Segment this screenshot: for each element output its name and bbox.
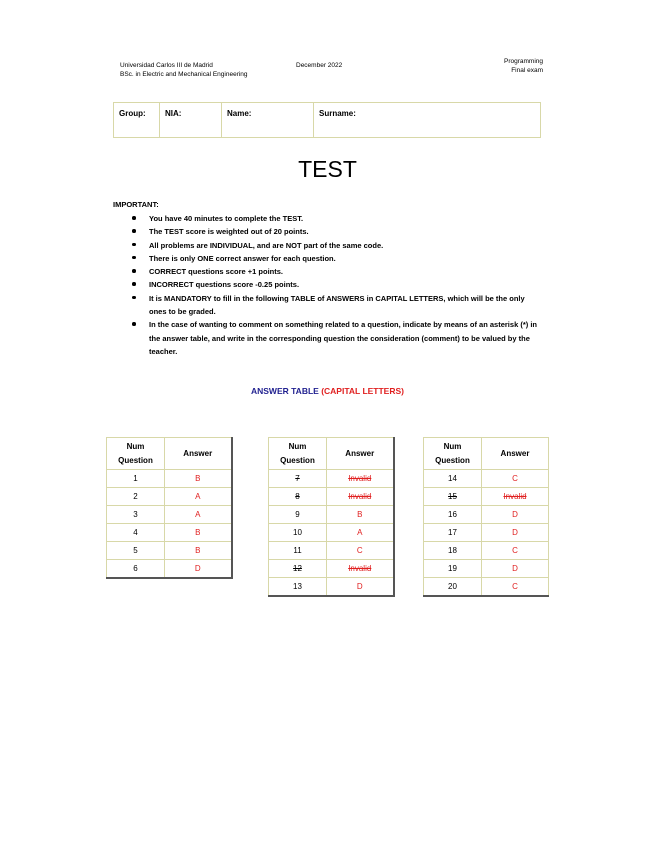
table-row — [424, 542, 549, 560]
table-row — [107, 470, 232, 488]
degree-name: BSc. in Electric and Mechanical Engineering — [120, 71, 248, 78]
table-row — [107, 506, 232, 524]
rule-item: CORRECT questions score +1 points. — [130, 265, 540, 278]
question-number: 9 — [269, 506, 327, 524]
answer-cell[interactable]: A — [165, 488, 232, 506]
student-id-box — [113, 102, 541, 138]
page-title: TEST — [298, 156, 357, 182]
answer-cell[interactable]: Invalid — [327, 488, 394, 506]
col-num-question: Num Question — [269, 438, 327, 470]
answer-table-title — [0, 386, 655, 396]
col-answer: Answer — [482, 438, 549, 470]
answer-cell[interactable]: A — [327, 524, 394, 542]
question-number: 5 — [107, 542, 165, 560]
answer-table-2 — [268, 437, 395, 597]
university-name: Universidad Carlos III de Madrid — [120, 62, 213, 69]
question-number: 3 — [107, 506, 165, 524]
question-number: 1 — [107, 470, 165, 488]
header-university-block — [120, 61, 248, 79]
rule-item: The TEST score is weighted out of 20 points. — [130, 225, 540, 238]
answer-cell[interactable]: B — [165, 524, 232, 542]
question-number: 19 — [424, 560, 482, 578]
answer-cell[interactable]: B — [165, 470, 232, 488]
question-number: 12 — [269, 560, 327, 578]
question-number: 20 — [424, 578, 482, 596]
table-row — [269, 560, 394, 578]
answer-cell[interactable]: A — [165, 506, 232, 524]
answer-table-3 — [423, 437, 549, 597]
table-row — [424, 470, 549, 488]
table-row — [424, 578, 549, 596]
rules-list — [130, 212, 540, 358]
table-row — [424, 560, 549, 578]
question-number: 6 — [107, 560, 165, 578]
header-course-block — [504, 57, 543, 75]
rule-item: All problems are INDIVIDUAL, and are NOT part of the same code. — [130, 239, 540, 252]
table-row — [424, 506, 549, 524]
answer-cell[interactable]: D — [482, 506, 549, 524]
answer-cell[interactable]: D — [482, 524, 549, 542]
rule-item: In the case of wanting to comment on something related to a question, indicate by means of an asterisk (*) in the answer table, and write in the corresponding question the consideration (comment) to be valued by the teacher. — [130, 318, 540, 358]
col-num-question: Num Question — [424, 438, 482, 470]
answer-table-title-sub: (CAPITAL LETTERS) — [321, 386, 404, 396]
surname-field[interactable]: Surname: — [319, 109, 356, 118]
answer-cell[interactable]: C — [327, 542, 394, 560]
answer-cell[interactable]: D — [482, 560, 549, 578]
question-number: 14 — [424, 470, 482, 488]
table-row — [107, 560, 232, 578]
answer-table-1 — [106, 437, 233, 579]
answer-cell[interactable]: B — [327, 506, 394, 524]
question-number: 13 — [269, 578, 327, 596]
answer-cell[interactable]: Invalid — [327, 470, 394, 488]
table-row — [107, 524, 232, 542]
table-row — [269, 488, 394, 506]
answer-cell[interactable]: D — [165, 560, 232, 578]
name-field[interactable]: Name: — [222, 103, 314, 137]
answer-table-title-main: ANSWER TABLE — [250, 386, 319, 396]
important-heading: IMPORTANT: — [113, 200, 159, 209]
question-number: 8 — [269, 488, 327, 506]
table-row — [269, 470, 394, 488]
question-number: 2 — [107, 488, 165, 506]
nia-field[interactable]: NIA: — [160, 103, 222, 137]
group-field[interactable]: Group: — [114, 103, 160, 137]
answer-cell[interactable]: B — [165, 542, 232, 560]
table-row — [269, 506, 394, 524]
table-row — [107, 542, 232, 560]
exam-date: December 2022 — [296, 62, 343, 69]
table-row — [269, 578, 394, 596]
course-name: Programming — [503, 58, 543, 65]
question-number: 4 — [107, 524, 165, 542]
rule-item: INCORRECT questions score -0.25 points. — [130, 278, 540, 291]
answer-cell[interactable]: C — [482, 542, 549, 560]
col-answer: Answer — [165, 438, 232, 470]
col-answer: Answer — [327, 438, 394, 470]
table-row — [269, 542, 394, 560]
question-number: 10 — [269, 524, 327, 542]
table-row — [424, 488, 549, 506]
table-row — [107, 488, 232, 506]
question-number: 11 — [269, 542, 327, 560]
question-number: 7 — [269, 470, 327, 488]
question-number: 15 — [424, 488, 482, 506]
table-header-row — [424, 438, 549, 470]
table-row — [424, 524, 549, 542]
table-row — [269, 524, 394, 542]
question-number: 17 — [424, 524, 482, 542]
exam-name: Final exam — [511, 67, 543, 74]
answer-cell[interactable]: C — [482, 470, 549, 488]
table-header-row — [269, 438, 394, 470]
answer-cell[interactable]: Invalid — [327, 560, 394, 578]
rule-item: There is only ONE correct answer for each question. — [130, 252, 540, 265]
answer-cell[interactable]: C — [482, 578, 549, 596]
col-num-question: Num Question — [107, 438, 165, 470]
answer-cell[interactable]: Invalid — [482, 488, 549, 506]
answer-cell[interactable]: D — [327, 578, 394, 596]
question-number: 18 — [424, 542, 482, 560]
rule-item: You have 40 minutes to complete the TEST. — [130, 212, 540, 225]
question-number: 16 — [424, 506, 482, 524]
rule-item: It is MANDATORY to fill in the following TABLE of ANSWERS in CAPITAL LETTERS, which will be the only ones to be graded. — [130, 292, 540, 319]
table-header-row — [107, 438, 232, 470]
